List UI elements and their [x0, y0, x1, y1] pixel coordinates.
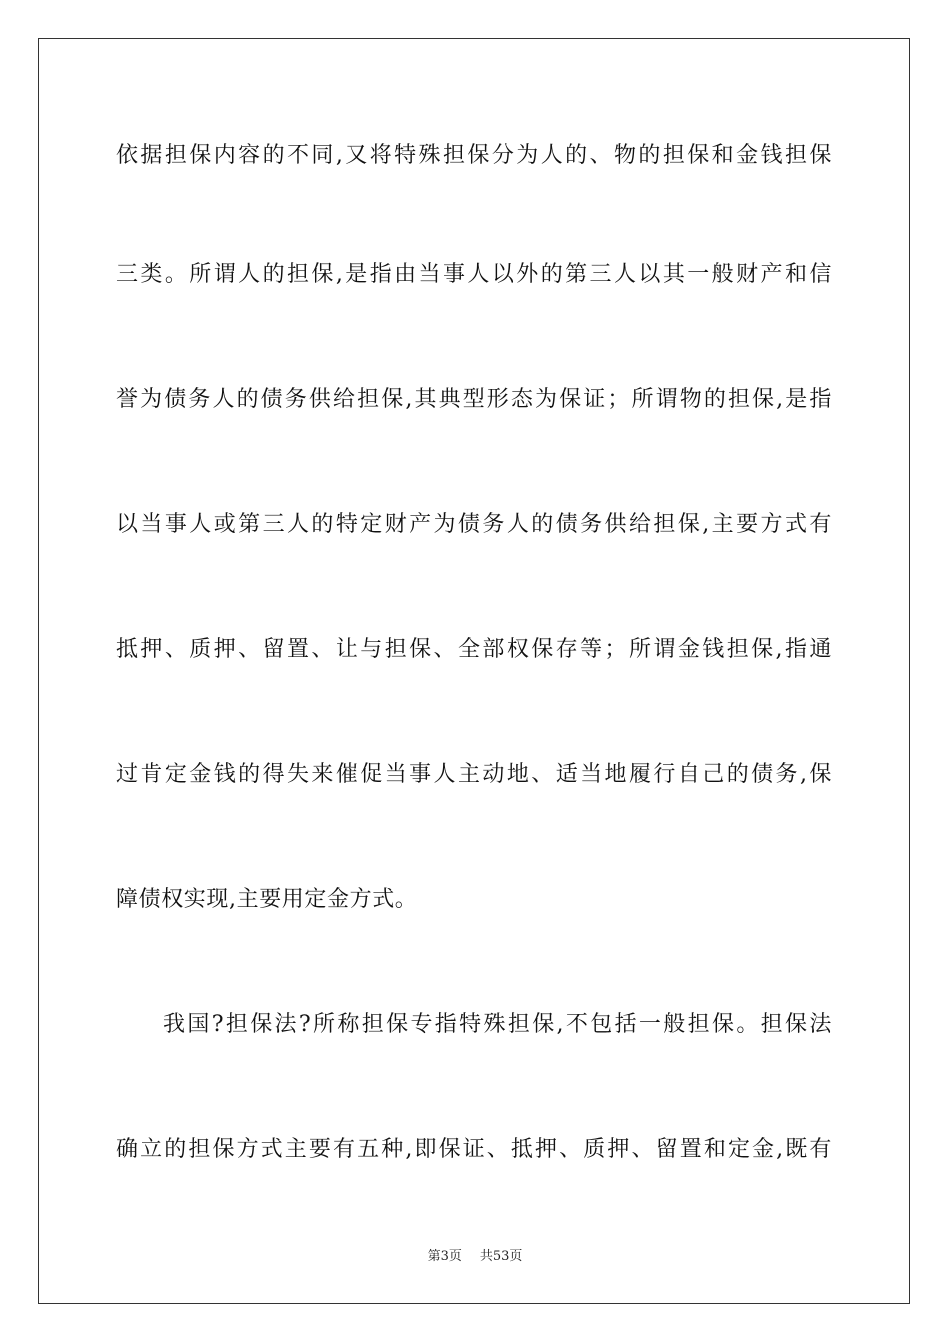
- body-text-line: 抵押、质押、留置、让与担保、全部权保存等；所谓金钱担保,指通: [116, 637, 832, 662]
- body-text-line: 过肯定金钱的得失来催促当事人主动地、适当地履行自己的债务,保: [116, 762, 832, 787]
- body-text-line: 我国?担保法?所称担保专指特殊担保,不包括一般担保。担保法: [163, 1012, 832, 1037]
- body-text-line: 以当事人或第三人的特定财产为债务人的债务供给担保,主要方式有: [116, 512, 832, 537]
- body-text-line: 确立的担保方式主要有五种,即保证、抵押、质押、留置和定金,既有: [116, 1137, 832, 1162]
- page-border: [38, 38, 910, 1304]
- body-text-line: 三类。所谓人的担保,是指由当事人以外的第三人以其一般财产和信: [116, 262, 832, 287]
- page-footer: [0, 1248, 950, 1266]
- page-number: 第3页: [427, 1249, 462, 1264]
- page-total: 共53页: [479, 1249, 523, 1264]
- body-text-line: 誉为债务人的债务供给担保,其典型形态为保证；所谓物的担保,是指: [116, 387, 832, 412]
- body-text-line: 障债权实现,主要用定金方式。: [116, 887, 418, 912]
- body-text-line: 依据担保内容的不同,又将特殊担保分为人的、物的担保和金钱担保: [116, 143, 832, 168]
